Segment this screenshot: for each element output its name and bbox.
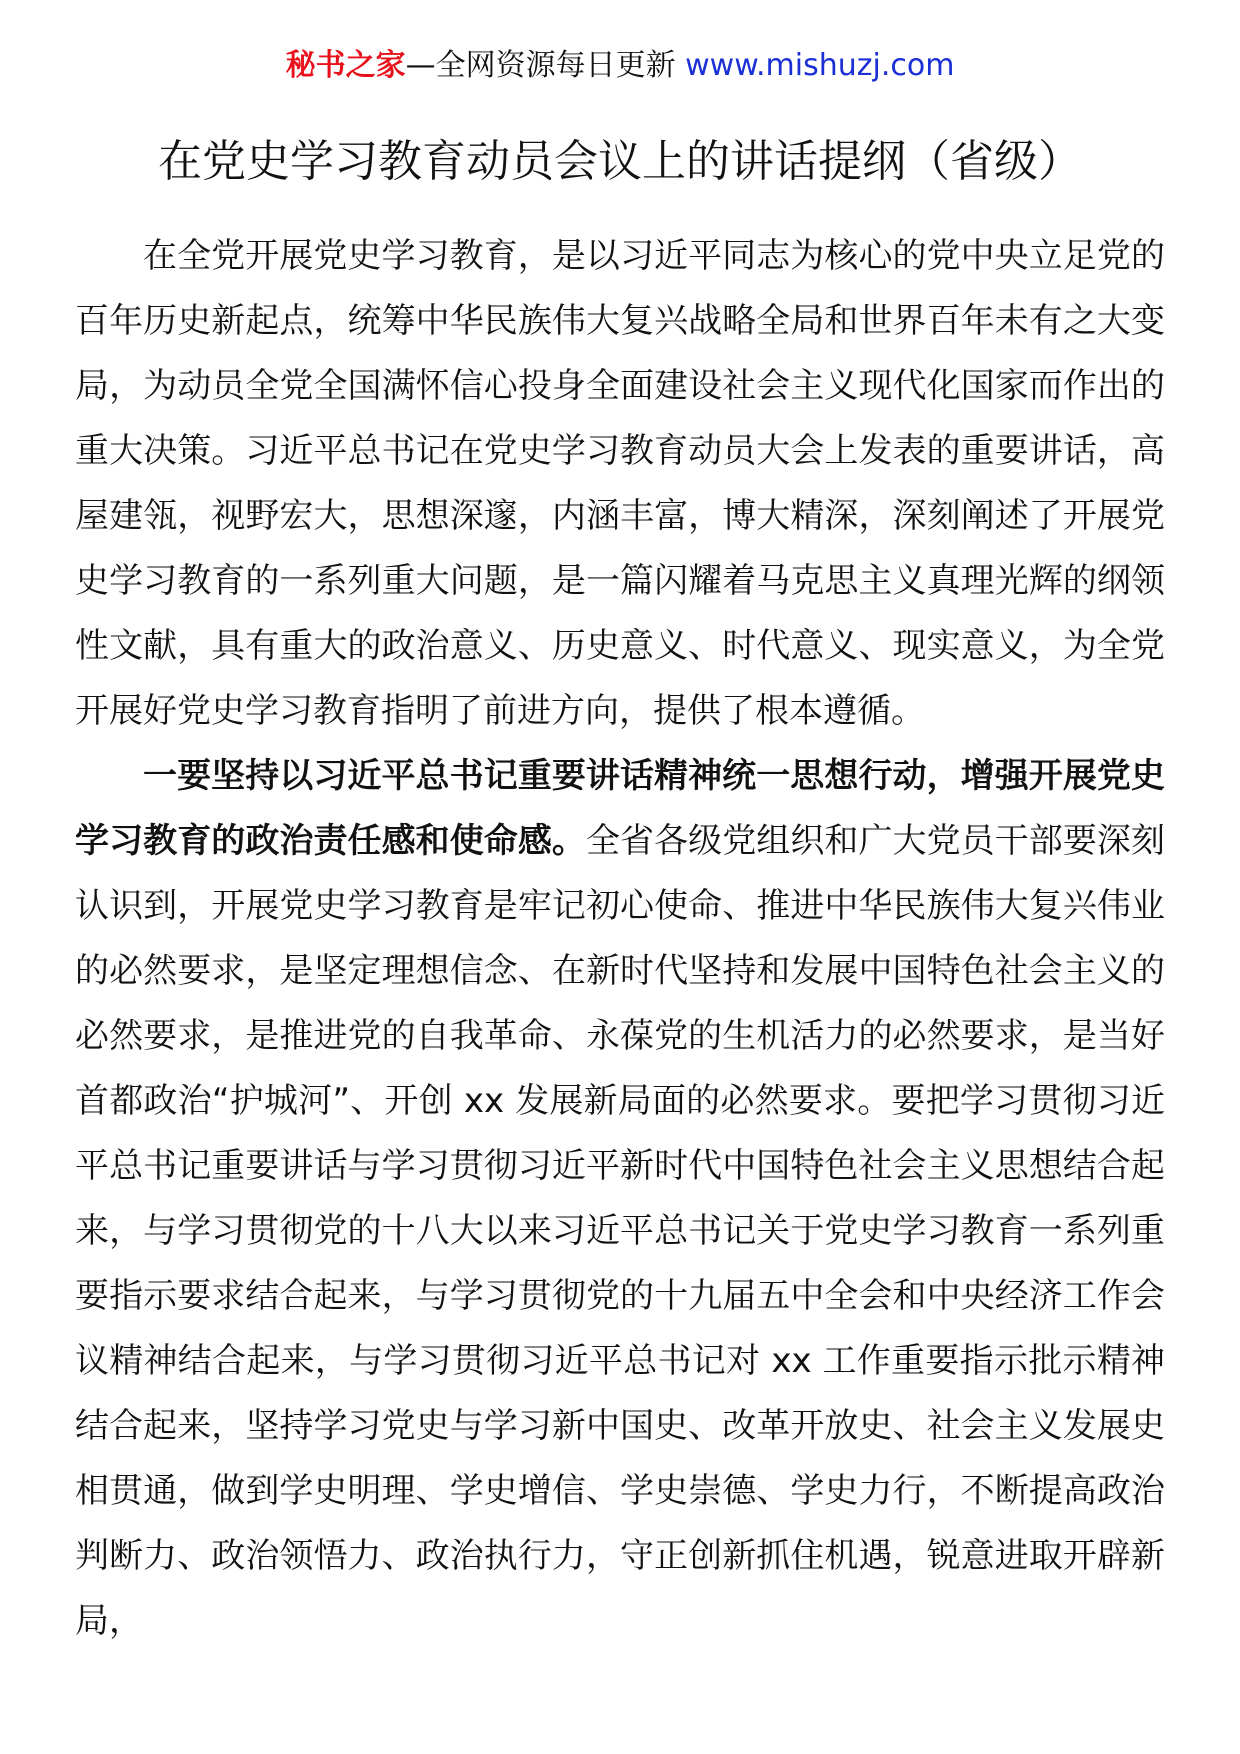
site-url-link[interactable]: www.mishuzj.com bbox=[685, 48, 955, 83]
paragraph-text: 在全党开展党史学习教育，是以习近平同志为核心的党中央立足党的百年历史新起点，统筹中华民族伟大复兴战略全局和世界百年未有之大变局，为动员全党全国满怀信心投身全面建设社会主义现代化国家而作出的重大决策。习近平总书记在党史学习教育动员大会上发表的重要讲话，高屋建瓴，视野宏大，思想深邃，内涵丰富，博大精深，深刻阐述了开展党史学习教育的一系列重大问题，是一篇闪耀着马克思主义真理光辉的纲领性文献，具有重大的政治意义、历史意义、时代意义、现实意义，为全党开展好党史学习教育指明了前进方向，提供了根本遵循。 bbox=[75, 236, 1165, 731]
paragraph bbox=[75, 744, 1165, 1654]
paragraph-text: 全省各级党组织和广大党员干部要深刻认识到，开展党史学习教育是牢记初心使命、推进中华民族伟大复兴伟业的必然要求，是坚定理想信念、在新时代坚持和发展中国特色社会主义的必然要求，是推进党的自我革命、永葆党的生机活力的必然要求，是当好首都政治“护城河”、开创 xx 发展新局面的必然要求。要把学习贯彻习近平总书记重要讲话与学习贯彻习近平新时代中国特色社会主义思想结合起来，与学习贯彻党的十八大以来习近平总书记关于党史学习教育一系列重要指示要求结合起来，与学习贯彻党的十九届五中全会和中央经济工作会议精神结合起来，与学习贯彻习近平总书记对 xx 工作重要指示批示精神结合起来，坚持学习党史与学习新中国史、改革开放史、社会主义发展史相贯通，做到学史明理、学史增信、学史崇德、学史力行，不断提高政治判断力、政治领悟力、政治执行力，守正创新抓住机遇，锐意进取开辟新局， bbox=[75, 821, 1165, 1641]
paragraph-lead: 一要坚持以习近平总书记重要讲话精神统一思想行动，增强开展党史学习教育的政治责任感和使命感。 bbox=[75, 756, 1165, 861]
paragraph bbox=[75, 224, 1165, 744]
site-tagline: —全网资源每日更新 bbox=[405, 48, 676, 83]
document-title: 在党史学习教育动员会议上的讲话提纲（省级） bbox=[158, 136, 1082, 187]
document-body bbox=[75, 224, 1165, 1654]
site-brand: 秘书之家 bbox=[285, 48, 406, 83]
site-header bbox=[0, 44, 1240, 88]
